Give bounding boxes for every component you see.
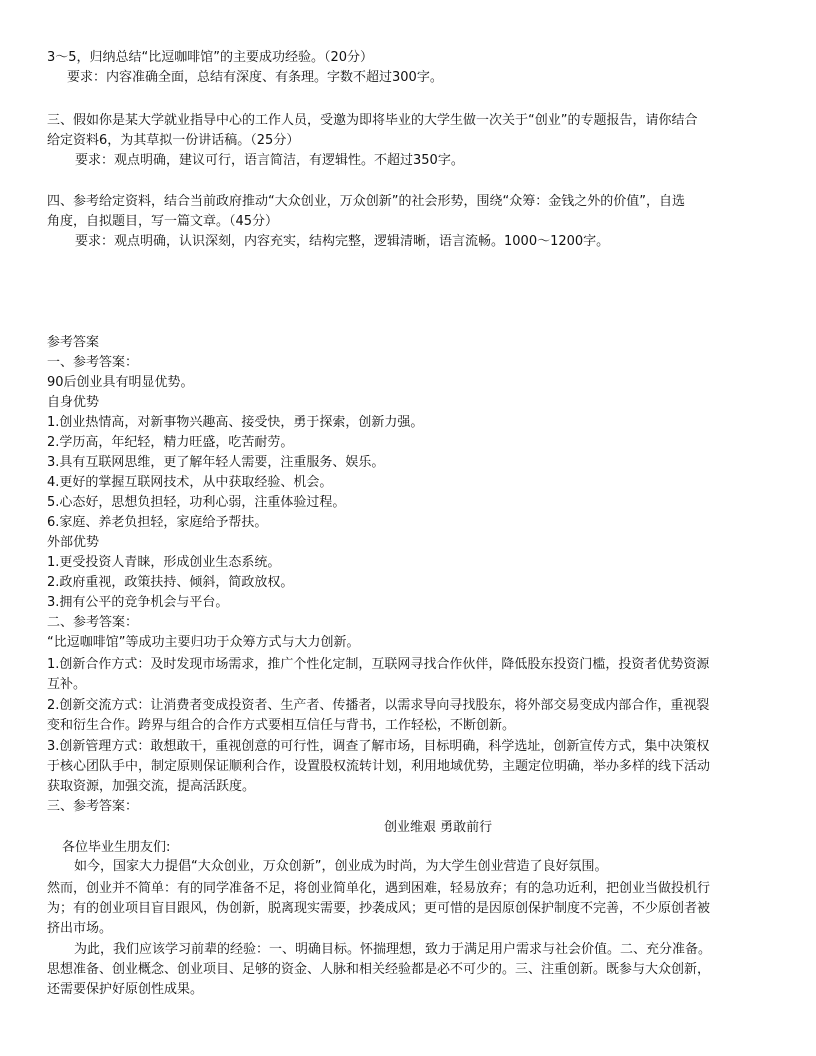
speech-paragraph: 挤出市场。 [47, 921, 113, 936]
self-advantage-title: 自身优势 [47, 395, 100, 410]
list-item: 3.具有互联网思维，更了解年轻人需要，注重服务、娱乐。 [47, 455, 385, 470]
speech-paragraph: 如今，国家大力提倡“大众创业，万众创新”，创业成为时尚，为大学生创业营造了良好氛围。 [74, 859, 608, 874]
answer-2-point: 互补。 [47, 677, 87, 692]
speech-paragraph: 为此，我们应该学习前辈的经验：一、明确目标。怀揣理想，致力于满足用户需求与社会价值。二、充分准备。 [74, 942, 712, 957]
external-advantage-title: 外部优势 [47, 535, 100, 550]
answer-2-lead: “比逗咖啡馆”等成功主要归功于众筹方式与大力创新。 [47, 635, 360, 650]
answer-2-point: 3.创新管理方式：敢想敢干，重视创意的可行性，调查了解市场，目标明确，科学选址，创新宣传方式，集中决策权 [47, 739, 710, 754]
answer-2-point: 2.创新交流方式：让消费者变成投资者、生产者、传播者，以需求导向寻找股东，将外部交易变成内部合作，重视裂 [47, 698, 710, 713]
speech-paragraph: 然而，创业并不简单：有的同学准备不足，将创业简单化，遇到困难，轻易放弃；有的急功近利，把创业当做投机行 [47, 881, 711, 896]
list-item: 2.学历高，年纪轻，精力旺盛，吃苦耐劳。 [47, 435, 294, 450]
list-item: 4.更好的掌握互联网技术，从中获取经验、机会。 [47, 475, 333, 490]
speech-title: 创业维艰 勇敢前行 [384, 820, 493, 835]
answer-2-point: 1.创新合作方式：及时发现市场需求，推广个性化定制，互联网寻找合作伙伴，降低股东投资门槛，投资者优势资源 [47, 657, 710, 672]
answer-2-point: 于核心团队手中，制定原则保证顺利合作，设置股权流转计划，利用地域优势，主题定位明确，举办多样的线下活动 [47, 759, 711, 774]
question-4-line: 三、假如你是某大学就业指导中心的工作人员，受邀为即将毕业的大学生做一次关于“创业”的专题报告，请你结合 [47, 113, 698, 128]
list-item: 3.拥有公平的竞争机会与平台。 [47, 595, 229, 610]
question-5-line: 角度，自拟题目，写一篇文章。（45分） [47, 214, 279, 229]
speech-paragraph: 还需要保护好原创性成果。 [47, 982, 204, 997]
list-item: 6.家庭、养老负担轻，家庭给予帮扶。 [47, 515, 268, 530]
answer-2-point: 获取资源，加强交流，提高活跃度。 [47, 779, 256, 794]
list-item: 1.创业热情高，对新事物兴趣高、接受快，勇于探索，创新力强。 [47, 415, 424, 430]
question-3-line: 3～5，归纳总结“比逗咖啡馆”的主要成功经验。（20分） [47, 50, 374, 65]
answer-2-title: 二、参考答案： [47, 615, 139, 630]
list-item: 1.更受投资人青睐，形成创业生态系统。 [47, 555, 281, 570]
question-5-line: 四、参考给定资料，结合当前政府推动“大众创业，万众创新”的社会形势，围绕“众筹：金钱之外的价值”，自选 [47, 194, 685, 209]
answer-2-point: 变和衍生合作。跨界与组合的合作方式要相互信任与背书，工作轻松，不断创新。 [47, 718, 516, 733]
question-4-requirement: 要求：观点明确，建议可行，语言简洁，有逻辑性。不超过350字。 [75, 153, 464, 168]
speech-paragraph: 为；有的创业项目盲目跟风，伪创新，脱离现实需要，抄袭成风；更可惜的是因原创保护制度不完善，不少原创者被 [47, 901, 711, 916]
question-3-requirement: 要求：内容准确全面，总结有深度、有条理。字数不超过300字。 [67, 70, 443, 85]
answer-1-lead: 90后创业具有明显优势。 [47, 375, 194, 390]
speech-greeting: 各位毕业生朋友们: [62, 840, 171, 855]
question-5-requirement: 要求：观点明确，认识深刻，内容充实，结构完整，逻辑清晰，语言流畅。1000～1200字。 [75, 234, 610, 249]
answer-3-title: 三、参考答案： [47, 799, 139, 814]
list-item: 5.心态好，思想负担轻，功利心弱，注重体验过程。 [47, 495, 346, 510]
question-4-line: 给定资料6，为其草拟一份讲话稿。（25分） [47, 133, 300, 148]
list-item: 2.政府重视，政策扶持、倾斜，简政放权。 [47, 575, 294, 590]
answer-1-title: 一、参考答案： [47, 355, 139, 370]
answers-heading: 参考答案 [47, 335, 100, 350]
speech-paragraph: 思想准备、创业概念、创业项目、足够的资金、人脉和相关经验都是必不可少的。三、注重创新。既参与大众创新， [47, 962, 711, 977]
